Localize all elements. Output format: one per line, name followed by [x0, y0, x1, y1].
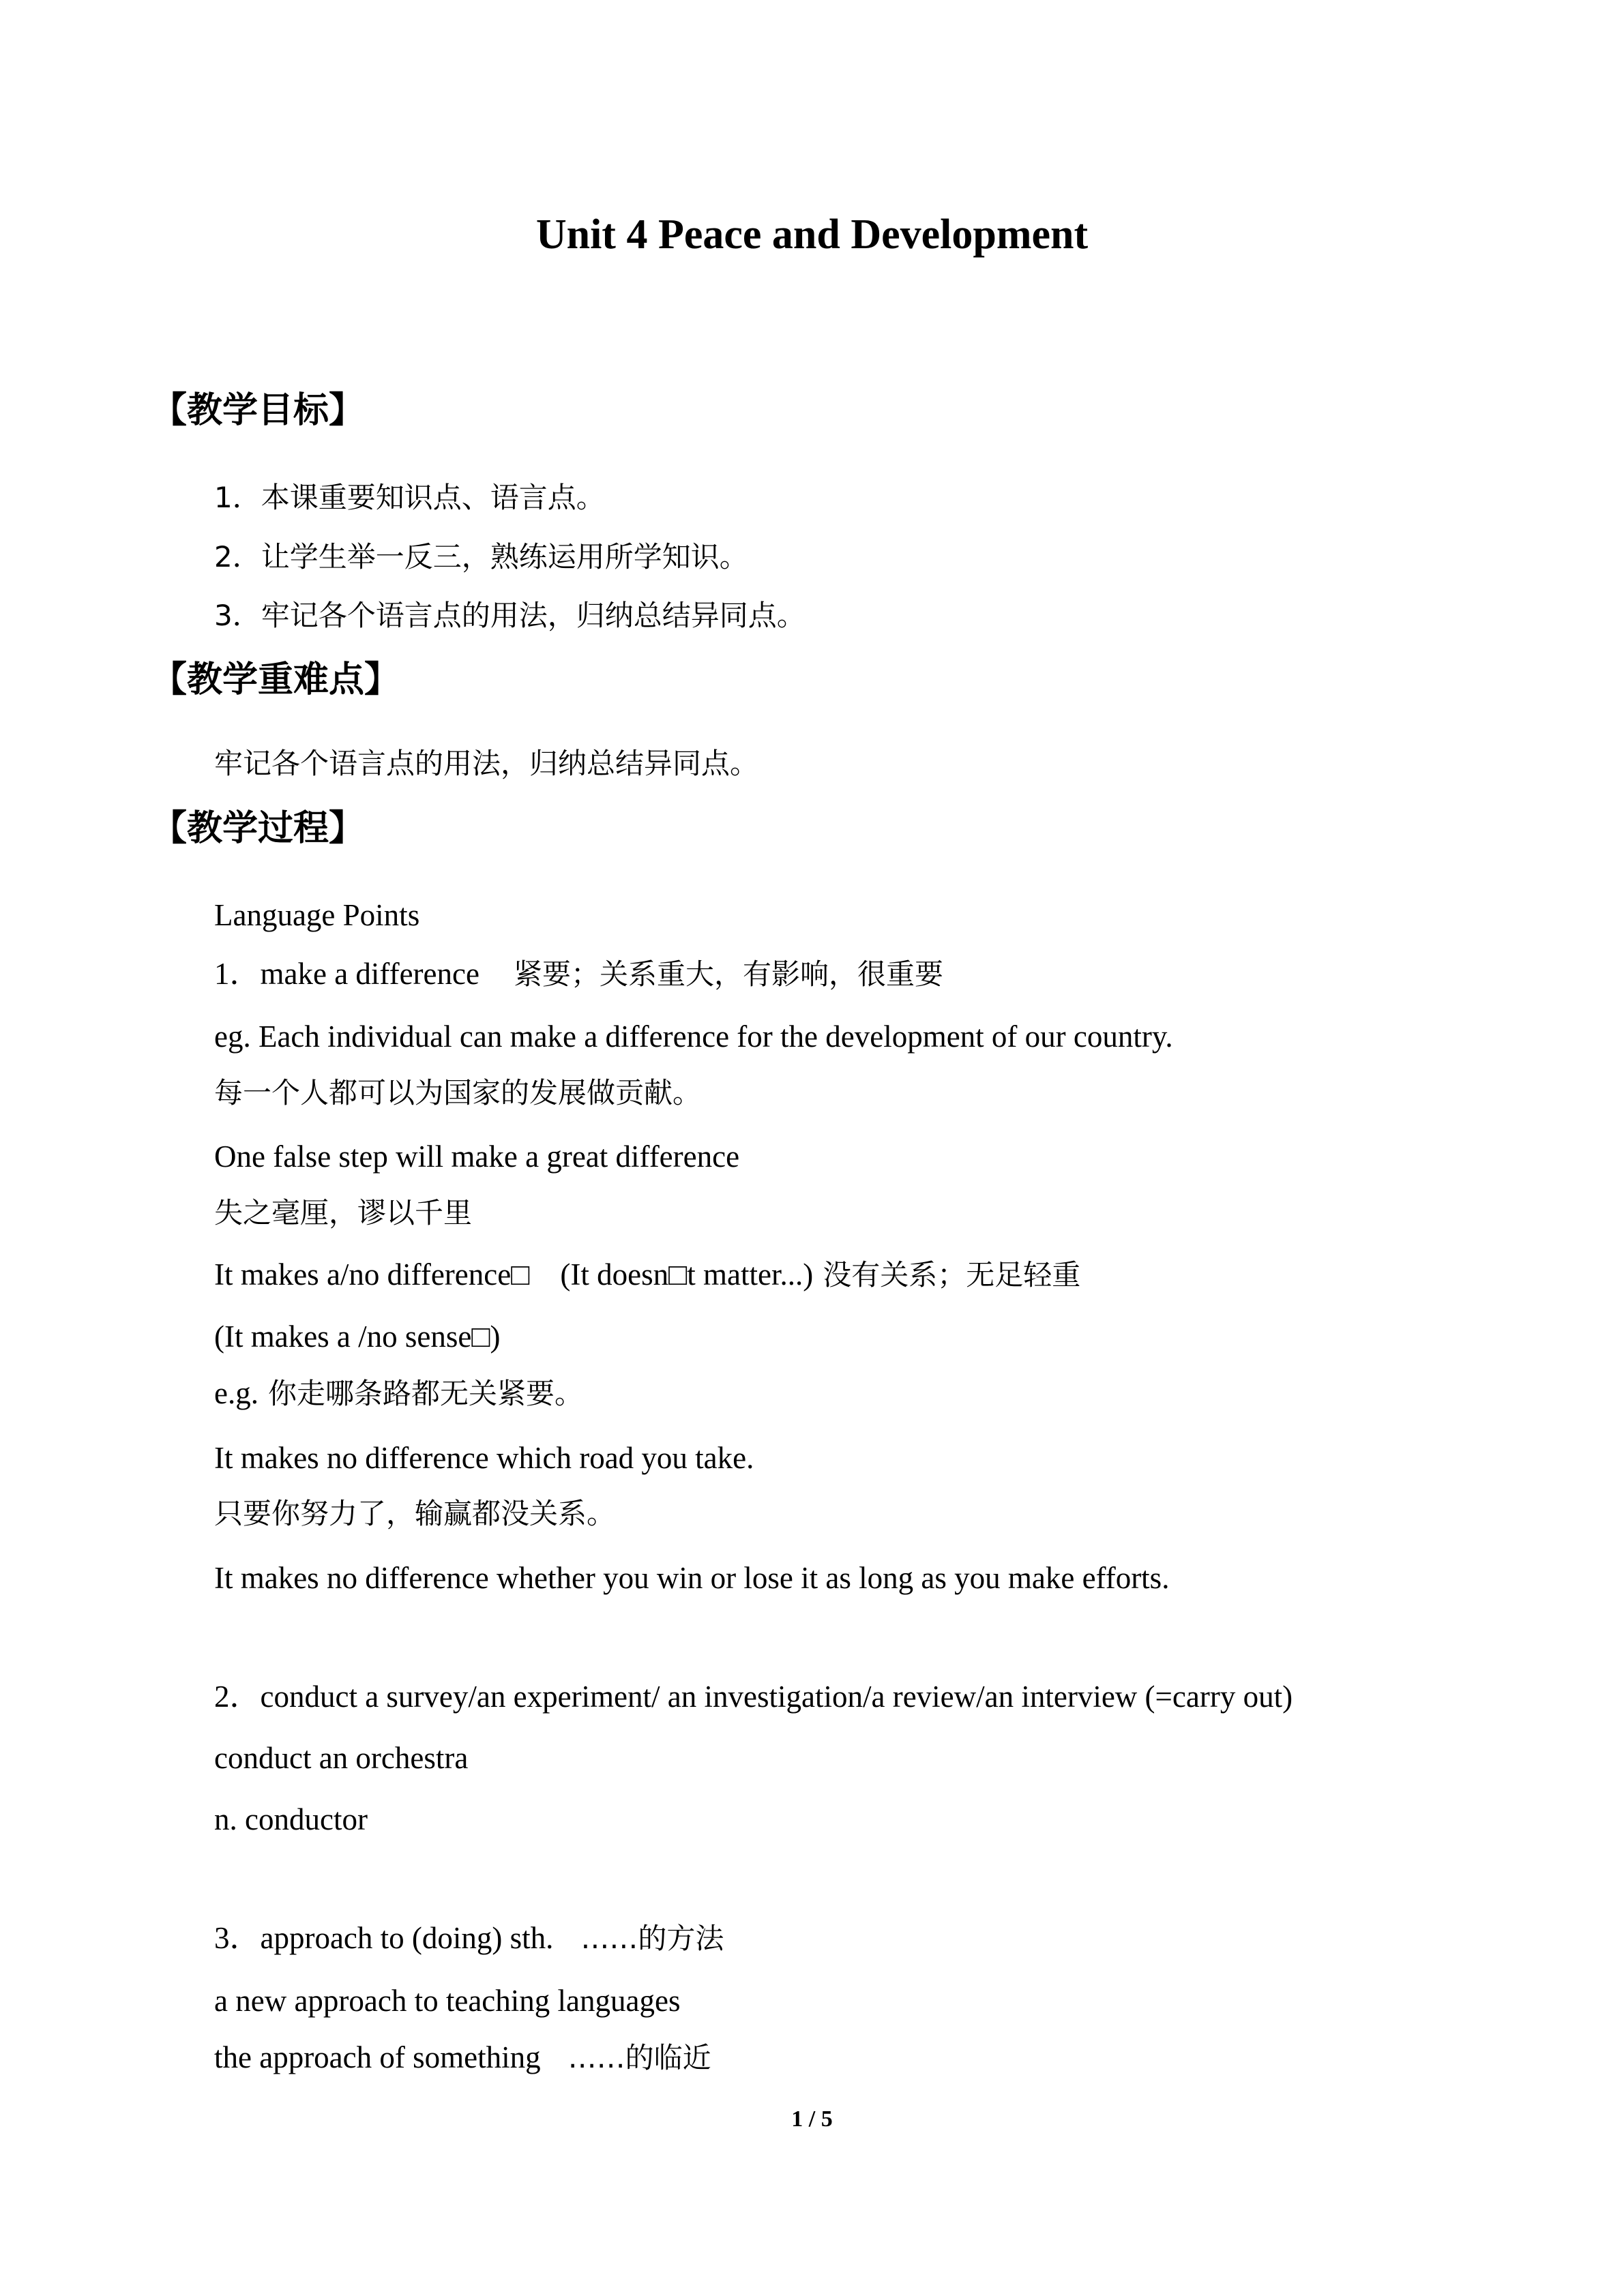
language-points-label: Language Points [214, 898, 420, 932]
process-heading: 【教学过程】 [151, 808, 365, 849]
page-indicator: 1 / 5 [791, 2106, 833, 2132]
objectives-heading: 【教学目标】 [151, 390, 365, 431]
point-1-eg-zh-1: 你走哪条路都无关紧要。 [267, 1377, 583, 1410]
point-1-variant-2: (It makes a /no sense□) [214, 1320, 501, 1354]
point-1-variant-en: It makes a/no difference□ (It doesn□t matter...) [214, 1257, 814, 1292]
point-1-eg-zh-2: 只要你努力了，输赢都没关系。 [214, 1497, 616, 1530]
point-2-line-2: conduct an orchestra [214, 1741, 469, 1775]
key-points-heading: 【教学重难点】 [151, 659, 400, 700]
document-title: Unit 4 Peace and Development [535, 211, 1089, 258]
point-3-term: 3．approach to (doing) sth. [214, 1921, 554, 1955]
point-1-example-en: eg. Each individual can make a difference for the development of our country. [214, 1019, 1173, 1054]
point-1-term-line [214, 953, 943, 995]
point-1-eg-label: e.g. [214, 1376, 259, 1410]
point-1-eg-en-2: It makes no difference whether you win or lose it as long as you make efforts. [214, 1561, 1170, 1595]
point-1-proverb-en: One false step will make a great difference [214, 1139, 740, 1174]
point-2-line-3: n. conductor [214, 1802, 368, 1836]
key-points-text: 牢记各个语言点的用法，归纳总结异同点。 [214, 747, 759, 780]
point-1-eg-line [214, 1373, 583, 1414]
point-1-term: 1．make a difference [214, 957, 479, 991]
point-1-variant-zh: 没有关系；无足轻重 [823, 1258, 1081, 1292]
point-3-term-line [214, 1918, 724, 1959]
point-3-term-2: the approach of something [214, 2040, 541, 2074]
objective-item: 1．本课重要知识点、语言点。 [214, 481, 605, 514]
point-3-example: a new approach to teaching languages [214, 1984, 681, 2018]
point-1-meaning: 紧要；关系重大，有影响，很重要 [513, 957, 943, 991]
point-1-example-zh: 每一个人都可以为国家的发展做贡献。 [214, 1076, 702, 1109]
point-3-meaning: ……的方法 [580, 1922, 724, 1955]
objective-item: 3．牢记各个语言点的用法，归纳总结异同点。 [214, 599, 806, 632]
point-1-variant-line [214, 1254, 1080, 1296]
point-2-line-1: 2．conduct a survey/an experiment/ an investigation/a review/an interview (=carry out) [214, 1680, 1293, 1714]
point-3-term-2-line [214, 2037, 711, 2078]
point-1-eg-en-1: It makes no difference which road you take. [214, 1441, 754, 1475]
point-3-meaning-2: ……的临近 [567, 2041, 711, 2074]
objective-item: 2．让学生举一反三，熟练运用所学知识。 [214, 540, 748, 573]
point-1-proverb-zh: 失之毫厘，谬以千里 [214, 1196, 473, 1229]
